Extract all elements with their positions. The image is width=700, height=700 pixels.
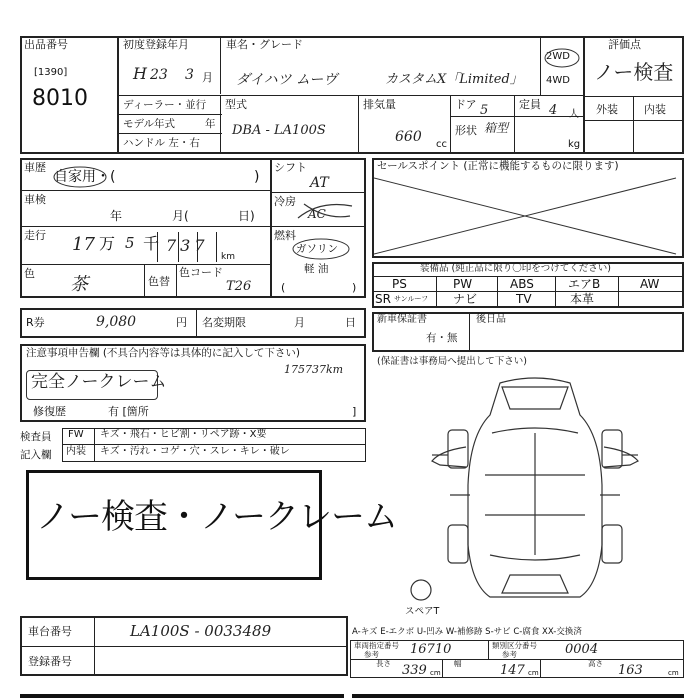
- equip-tv: TV: [516, 292, 532, 306]
- fw-label: FW: [68, 429, 84, 440]
- seats-value: 4: [549, 103, 558, 118]
- lot-label: 出品番号: [24, 38, 68, 51]
- mileage-man: 17: [72, 234, 95, 255]
- length-unit: cm: [430, 669, 441, 677]
- notes-label: 注意事項申告欄 (不具合内容等は具体的に記入して下さい): [26, 347, 301, 359]
- car-grade: カスタムX「Limited」: [385, 72, 523, 87]
- notes-handwriting: 完全ノークレーム: [31, 372, 167, 392]
- car-maker-model: ダイハツ ムーヴ: [236, 72, 338, 88]
- new-warranty-label: 新車保証書: [377, 314, 427, 325]
- displacement-label: 排気量: [363, 98, 396, 111]
- recycle-row: [20, 308, 366, 338]
- int-label: 内装: [66, 446, 86, 457]
- drive-select: [540, 36, 583, 96]
- reg-era: H: [133, 64, 147, 83]
- damage-legend: A-キズ E-エクボ U-凹み W-補修跡 S-サビ C-腐食 XX-交換済: [352, 627, 582, 637]
- recycle-unit: 円: [176, 316, 187, 329]
- shape-value: 箱型: [484, 121, 509, 135]
- history-value: 自家用・(: [54, 169, 116, 185]
- score-value: ノー検査: [594, 60, 674, 84]
- bottom-border-left: [20, 694, 344, 698]
- mileage-man-unit: 万: [99, 234, 116, 253]
- score-label: 評価点: [608, 38, 641, 51]
- mileage-label: 走行: [24, 229, 46, 242]
- color-swap-label: 色替: [148, 275, 170, 288]
- history-close: ): [254, 169, 260, 185]
- equipment-label: 装備品 (純正品に限り〇印をつけてください): [420, 263, 611, 274]
- shape-label: 形状: [455, 124, 477, 137]
- fuel-diesel: 軽 油: [304, 263, 329, 275]
- car-diagram: [430, 375, 640, 605]
- equip-aw: AW: [640, 277, 660, 291]
- width-unit: cm: [528, 669, 539, 677]
- equip-airbag: エアB: [568, 277, 601, 291]
- color-code-value: T26: [226, 279, 252, 294]
- std-price-sub: 参考: [364, 650, 379, 659]
- car-name-label: 車名・グレード: [226, 38, 303, 51]
- fuel-paren-open: (: [281, 281, 286, 294]
- height-value: 163: [618, 663, 643, 678]
- mileage-rest: 737: [166, 236, 209, 255]
- recycle-value: 9,080: [96, 314, 137, 330]
- shift-label: シフト: [274, 161, 307, 174]
- interior-label: 内装: [644, 103, 666, 116]
- seats-label: 定員: [519, 98, 541, 111]
- equip-sunroof: サンルーフ: [394, 295, 429, 303]
- inspector-label: 検査員: [20, 431, 52, 443]
- notes-mileage: 175737km: [284, 363, 344, 376]
- fuel-gas: ガソリン: [296, 243, 338, 255]
- height-unit: cm: [668, 669, 679, 677]
- class-no-sub: 参考: [502, 650, 517, 659]
- repair-close: ]: [352, 405, 357, 418]
- mileage-sen-unit: 千: [143, 234, 160, 253]
- shift-value: AT: [310, 175, 329, 191]
- type-label: 型式: [225, 98, 247, 111]
- length-label: 長さ: [376, 659, 391, 668]
- displacement-unit: cc: [436, 139, 447, 150]
- drive-2wd: 2WD: [546, 51, 570, 62]
- repair-label: 修復歴: [33, 405, 66, 418]
- length-value: 339: [402, 663, 427, 678]
- plate-label: 登録番号: [28, 655, 72, 668]
- model-year-unit: 年: [205, 118, 216, 130]
- equip-navi: ナビ: [453, 292, 478, 306]
- ac-value: AC: [308, 207, 326, 221]
- inspection-year: 年: [110, 209, 123, 223]
- fuel-label: 燃料: [274, 229, 296, 242]
- inspection-month: 月(: [172, 209, 189, 223]
- model-year-label: モデル年式: [123, 118, 175, 130]
- dealer-label: ディーラー・並行: [123, 99, 207, 111]
- equip-leather: 本革: [570, 292, 595, 306]
- equip-abs: ABS: [510, 277, 534, 291]
- deadline-day: 日: [345, 316, 356, 329]
- history-label: 車歴: [24, 161, 46, 174]
- chassis-value: LA100S - 0033489: [130, 622, 272, 640]
- width-value: 147: [500, 663, 525, 678]
- deadline-month: 月: [294, 316, 305, 329]
- chassis-label: 車台番号: [28, 625, 72, 638]
- width-label: 幅: [454, 659, 462, 668]
- class-no-label: 類別区分番号: [492, 641, 537, 650]
- equip-sr: SR: [375, 292, 391, 306]
- spare-tire-icon: [404, 578, 438, 606]
- class-no-value: 0004: [565, 642, 599, 657]
- lot-bracket: [1390]: [34, 67, 68, 78]
- color-value: 茶: [70, 274, 88, 295]
- bottom-border-right: [352, 694, 684, 698]
- ac-label: 冷房: [274, 195, 296, 208]
- int-text: キズ・汚れ・コゲ・穴・スレ・キレ・破レ: [100, 446, 290, 457]
- equip-pw: PW: [453, 277, 473, 291]
- std-price-label: 車両指定番号: [354, 641, 399, 650]
- warranty-note: (保証書は事務局へ提出して下さい): [377, 356, 527, 367]
- exterior-label: 外装: [596, 103, 618, 116]
- first-reg-label: 初度登録年月: [123, 38, 189, 51]
- doors-label: ドア: [455, 98, 477, 111]
- std-price-value: 16710: [410, 642, 452, 657]
- displacement-value: 660: [395, 129, 422, 145]
- fw-text: キズ・飛石・ヒビ割・リペア跡・X要: [100, 429, 267, 440]
- stamp-text: ノー検査・ノークレーム: [36, 497, 397, 537]
- booklet-label: 後日品: [476, 314, 506, 325]
- recycle-label: R券: [26, 316, 45, 329]
- reg-month-unit: 月: [202, 71, 213, 84]
- inspection-day: 日): [238, 209, 255, 223]
- doors-value: 5: [480, 103, 489, 118]
- reg-month: 3: [185, 67, 194, 83]
- lot-number: 8010: [32, 86, 88, 111]
- drive-4wd: 4WD: [546, 75, 570, 86]
- color-code-label: 色コード: [179, 266, 223, 279]
- inspection-label: 車検: [24, 193, 46, 206]
- mileage-unit: km: [221, 252, 235, 262]
- deadline-label: 名変期限: [202, 316, 246, 329]
- seats-unit: 人: [569, 109, 579, 120]
- equip-ps: PS: [392, 277, 407, 291]
- height-label: 高さ: [588, 659, 603, 668]
- spare-label: スペアT: [405, 606, 440, 617]
- mileage-sen-digit: 5: [125, 234, 135, 252]
- warranty-value: 有・無: [426, 332, 458, 344]
- entry-label: 記入欄: [20, 449, 52, 461]
- color-label: 色: [24, 267, 35, 280]
- handle-label: ハンドル 左・右: [123, 137, 200, 149]
- fuel-paren-close: ): [352, 281, 357, 294]
- reg-year: 23: [150, 67, 168, 83]
- sales-point-label: セールスポイント (正常に機能するものに限ります): [377, 160, 619, 172]
- type-value: DBA - LA100S: [232, 123, 326, 138]
- weight-unit: kg: [568, 139, 581, 150]
- repair-value: 有 [箇所: [108, 405, 149, 418]
